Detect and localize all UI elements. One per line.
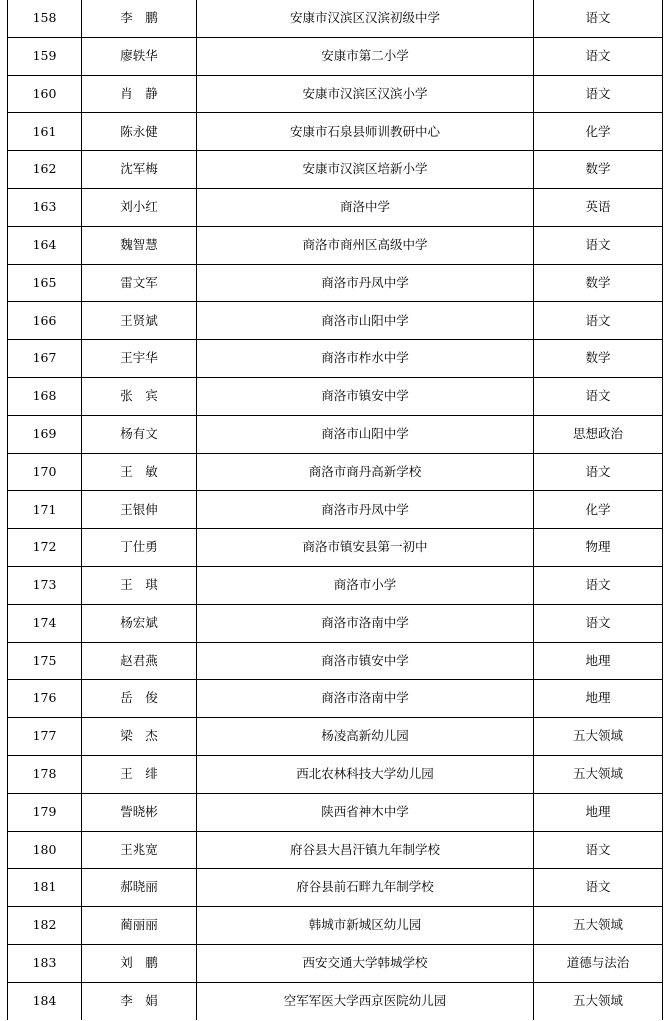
teacher-name-cell: 王 绯 — [82, 755, 197, 793]
teacher-name-cell: 王贤斌 — [82, 302, 197, 340]
table-row — [8, 151, 663, 189]
teacher-name-cell: 陈永健 — [82, 113, 197, 151]
roster-table — [7, 0, 663, 1020]
table-row — [8, 755, 663, 793]
subject-cell: 地理 — [534, 642, 663, 680]
table-row — [8, 0, 663, 37]
teacher-name-cell: 廖轶华 — [82, 37, 197, 75]
school-cell: 商洛市柞水中学 — [197, 340, 534, 378]
subject-cell: 五大领域 — [534, 907, 663, 945]
row-number-cell: 161 — [8, 113, 82, 151]
table-row — [8, 680, 663, 718]
table-row — [8, 188, 663, 226]
school-cell: 商洛市镇安中学 — [197, 377, 534, 415]
school-cell: 安康市汉滨区汉滨初级中学 — [197, 0, 534, 37]
table-row — [8, 377, 663, 415]
school-cell: 商洛市山阳中学 — [197, 302, 534, 340]
subject-cell: 数学 — [534, 340, 663, 378]
subject-cell: 地理 — [534, 793, 663, 831]
teacher-name-cell: 杨有文 — [82, 415, 197, 453]
teacher-name-cell: 王 敏 — [82, 453, 197, 491]
subject-cell: 五大领域 — [534, 982, 663, 1019]
teacher-name-cell: 魏智慧 — [82, 226, 197, 264]
school-cell: 商洛中学 — [197, 188, 534, 226]
table-row — [8, 529, 663, 567]
row-number-cell: 159 — [8, 37, 82, 75]
row-number-cell: 160 — [8, 75, 82, 113]
teacher-name-cell: 王宇华 — [82, 340, 197, 378]
row-number-cell: 178 — [8, 755, 82, 793]
teacher-name-cell: 蔺丽丽 — [82, 907, 197, 945]
table-row — [8, 453, 663, 491]
school-cell: 商洛市镇安县第一初中 — [197, 529, 534, 567]
teacher-name-cell: 杨宏斌 — [82, 604, 197, 642]
subject-cell: 语文 — [534, 302, 663, 340]
table-row — [8, 226, 663, 264]
school-cell: 西北农林科技大学幼儿园 — [197, 755, 534, 793]
subject-cell: 语文 — [534, 37, 663, 75]
table-row — [8, 944, 663, 982]
teacher-name-cell: 王兆宽 — [82, 831, 197, 869]
row-number-cell: 176 — [8, 680, 82, 718]
table-row — [8, 907, 663, 945]
table-row — [8, 302, 663, 340]
school-cell: 商洛市镇安中学 — [197, 642, 534, 680]
school-cell: 安康市第二小学 — [197, 37, 534, 75]
row-number-cell: 181 — [8, 869, 82, 907]
subject-cell: 化学 — [534, 113, 663, 151]
subject-cell: 英语 — [534, 188, 663, 226]
table-row — [8, 869, 663, 907]
row-number-cell: 169 — [8, 415, 82, 453]
subject-cell: 语文 — [534, 566, 663, 604]
school-cell: 商洛市洛南中学 — [197, 680, 534, 718]
row-number-cell: 180 — [8, 831, 82, 869]
teacher-name-cell: 张 宾 — [82, 377, 197, 415]
subject-cell: 地理 — [534, 680, 663, 718]
teacher-name-cell: 雷文军 — [82, 264, 197, 302]
subject-cell: 语文 — [534, 75, 663, 113]
school-cell: 商洛市洛南中学 — [197, 604, 534, 642]
table-row — [8, 642, 663, 680]
school-cell: 杨凌高新幼儿园 — [197, 718, 534, 756]
school-cell: 韩城市新城区幼儿园 — [197, 907, 534, 945]
subject-cell: 语文 — [534, 831, 663, 869]
row-number-cell: 166 — [8, 302, 82, 340]
table-row — [8, 415, 663, 453]
school-cell: 安康市汉滨区汉滨小学 — [197, 75, 534, 113]
row-number-cell: 168 — [8, 377, 82, 415]
subject-cell: 语文 — [534, 0, 663, 37]
school-cell: 府谷县大昌汗镇九年制学校 — [197, 831, 534, 869]
row-number-cell: 177 — [8, 718, 82, 756]
row-number-cell: 173 — [8, 566, 82, 604]
row-number-cell: 179 — [8, 793, 82, 831]
school-cell: 空军军医大学西京医院幼儿园 — [197, 982, 534, 1019]
teacher-name-cell: 刘 鹏 — [82, 944, 197, 982]
school-cell: 陕西省神木中学 — [197, 793, 534, 831]
subject-cell: 语文 — [534, 869, 663, 907]
teacher-name-cell: 赵君燕 — [82, 642, 197, 680]
subject-cell: 语文 — [534, 377, 663, 415]
subject-cell: 道德与法治 — [534, 944, 663, 982]
school-cell: 西安交通大学韩城学校 — [197, 944, 534, 982]
row-number-cell: 163 — [8, 188, 82, 226]
row-number-cell: 167 — [8, 340, 82, 378]
school-cell: 商洛市商州区高级中学 — [197, 226, 534, 264]
row-number-cell: 172 — [8, 529, 82, 567]
table-row — [8, 491, 663, 529]
subject-cell: 五大领域 — [534, 718, 663, 756]
row-number-cell: 170 — [8, 453, 82, 491]
table-row — [8, 340, 663, 378]
table-row — [8, 831, 663, 869]
school-cell: 商洛市丹凤中学 — [197, 264, 534, 302]
school-cell: 商洛市山阳中学 — [197, 415, 534, 453]
table-row — [8, 982, 663, 1019]
subject-cell: 五大领域 — [534, 755, 663, 793]
teacher-name-cell: 李 娟 — [82, 982, 197, 1019]
roster-table-body — [8, 0, 663, 1020]
teacher-name-cell: 丁仕勇 — [82, 529, 197, 567]
table-row — [8, 113, 663, 151]
subject-cell: 数学 — [534, 151, 663, 189]
subject-cell: 语文 — [534, 226, 663, 264]
teacher-name-cell: 王银伸 — [82, 491, 197, 529]
row-number-cell: 182 — [8, 907, 82, 945]
school-cell: 府谷县前石畔九年制学校 — [197, 869, 534, 907]
subject-cell: 语文 — [534, 604, 663, 642]
teacher-name-cell: 郝晓丽 — [82, 869, 197, 907]
teacher-name-cell: 訾晓彬 — [82, 793, 197, 831]
teacher-name-cell: 王 琪 — [82, 566, 197, 604]
table-row — [8, 718, 663, 756]
row-number-cell: 162 — [8, 151, 82, 189]
school-cell: 安康市石泉县师训教研中心 — [197, 113, 534, 151]
teacher-name-cell: 岳 俊 — [82, 680, 197, 718]
teacher-name-cell: 梁 杰 — [82, 718, 197, 756]
row-number-cell: 171 — [8, 491, 82, 529]
table-row — [8, 566, 663, 604]
school-cell: 安康市汉滨区培新小学 — [197, 151, 534, 189]
row-number-cell: 175 — [8, 642, 82, 680]
row-number-cell: 184 — [8, 982, 82, 1019]
school-cell: 商洛市丹凤中学 — [197, 491, 534, 529]
row-number-cell: 183 — [8, 944, 82, 982]
teacher-name-cell: 刘小红 — [82, 188, 197, 226]
subject-cell: 数学 — [534, 264, 663, 302]
table-row — [8, 264, 663, 302]
teacher-name-cell: 肖 静 — [82, 75, 197, 113]
school-cell: 商洛市商丹高新学校 — [197, 453, 534, 491]
table-row — [8, 75, 663, 113]
subject-cell: 思想政治 — [534, 415, 663, 453]
subject-cell: 物理 — [534, 529, 663, 567]
subject-cell: 化学 — [534, 491, 663, 529]
table-row — [8, 37, 663, 75]
table-row — [8, 793, 663, 831]
school-cell: 商洛市小学 — [197, 566, 534, 604]
row-number-cell: 158 — [8, 0, 82, 37]
row-number-cell: 164 — [8, 226, 82, 264]
row-number-cell: 165 — [8, 264, 82, 302]
row-number-cell: 174 — [8, 604, 82, 642]
teacher-name-cell: 李 鹏 — [82, 0, 197, 37]
subject-cell: 语文 — [534, 453, 663, 491]
table-row — [8, 604, 663, 642]
teacher-name-cell: 沈军梅 — [82, 151, 197, 189]
